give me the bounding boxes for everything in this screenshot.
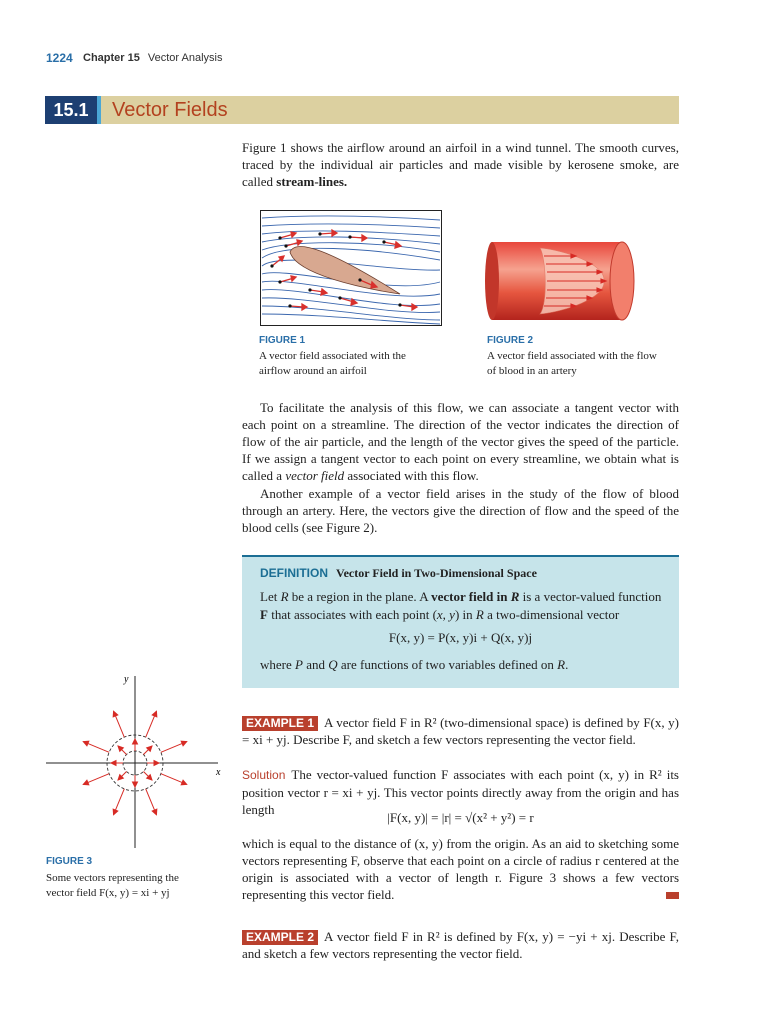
definition-heading (260, 566, 537, 581)
field-vector-head (113, 711, 118, 717)
intro-paragraph: Figure 1 shows the airflow around an airfoil in a wind tunnel. The smooth curves, traced by the individual air particles and made visible by kerosene smoke, are called stream-lines. (242, 140, 679, 189)
figure1-label: FIGURE 1 (259, 335, 306, 346)
vector-field-term: vector field (285, 468, 345, 483)
field-vector-head (133, 739, 138, 744)
airfoil-figure (260, 210, 442, 326)
example2-label: EXAMPLE 2 (242, 930, 318, 945)
running-header (83, 52, 222, 64)
page-number: 1224 (46, 51, 73, 65)
definition-footnote: where P and Q are functions of two variables defined on R. (260, 657, 569, 672)
figure2-caption: A vector field associated with the flow of blood in an artery (487, 350, 657, 377)
definition-formula: F(x, y) = P(x, y)i + Q(x, y)j (388, 630, 533, 645)
x-axis-label: x (216, 767, 221, 778)
chapter-label: Chapter 15 (83, 52, 140, 64)
streamlines-term: stream-lines. (276, 174, 348, 189)
figure3-caption: Some vectors representing the vector field F(x, y) = xi + yj (46, 872, 179, 899)
example1-block (242, 714, 679, 748)
field-vector-head (83, 741, 89, 746)
artery-paragraph: Another example of a vector field arises in the study of the flow of blood through an artery. Here, the vectors give the direction of flow and the speed of the blood cells (see Figure 2). (242, 486, 679, 535)
end-of-example-mark (666, 892, 679, 899)
field-vector-head (133, 782, 138, 787)
chapter-title: Vector Analysis (147, 52, 223, 64)
example2-block (242, 928, 679, 962)
example1-label: EXAMPLE 1 (242, 716, 318, 731)
field-vector-head (111, 761, 116, 766)
solution-continued: which is equal to the distance of (x, y) from the origin. As an aid to sketching some vectors representing F, observe that each point on a circle of radius r centered at the origin is associated with a vector of length r. Figure 3 shows a few vectors representing this vector field. (242, 836, 679, 902)
field-vector-head (152, 711, 157, 717)
definition-title: Vector Field in Two-Dimensional Space (336, 566, 537, 580)
field-vector-head (83, 780, 89, 785)
definition-body: Let R be a region in the plane. A vector field in R is a vector-valued function F that associates with each point (x, y) in R a two-dimensional vector (260, 589, 662, 622)
section-number: 15.1 (45, 96, 97, 124)
field-vector-head (154, 761, 159, 766)
section-title: Vector Fields (112, 99, 228, 121)
figure3-label: FIGURE 3 (46, 856, 93, 867)
field-vector-head (181, 741, 187, 746)
field-vector-head (152, 809, 157, 815)
example2-text: A vector field F in R² is defined by F(x, y) = −yi + xj. Describe F, and sketch a few vectors representing the vector field. (242, 929, 679, 961)
field-vector-head (113, 809, 118, 815)
definition-label: DEFINITION (260, 566, 328, 580)
field-vector-head (181, 780, 187, 785)
solution-label: Solution (242, 768, 286, 782)
length-formula: |F(x, y)| = |r| = √(x² + y²) = r (387, 810, 534, 825)
tangent-vector-paragraph: To facilitate the analysis of this flow, we can associate a tangent vector with each point on a streamline. The direction of the vector indicates the direction of flow of the air particle, and the length of the vector gives the speed of the particle. If we assign a tangent vector to each point on every streamline, we obtain what is called a vector field associated with this flow. (242, 400, 679, 483)
solution-text: The vector-valued function F associates with each point (x, y) in R² its position vector r = xi + yj. This vector points directly away from the origin and has length (242, 767, 679, 817)
figure2-label: FIGURE 2 (487, 335, 534, 346)
y-axis-label: y (124, 674, 129, 685)
section-stripe (97, 96, 101, 124)
artery-figure (484, 238, 636, 324)
radial-vector-field-figure (44, 670, 224, 850)
example1-text: A vector field F in R² (two-dimensional space) is defined by F(x, y) = xi + yj. Describe F, and sketch a few vectors representing the vector field. (242, 715, 679, 747)
figure1-caption: A vector field associated with the airflow around an airfoil (259, 350, 406, 377)
